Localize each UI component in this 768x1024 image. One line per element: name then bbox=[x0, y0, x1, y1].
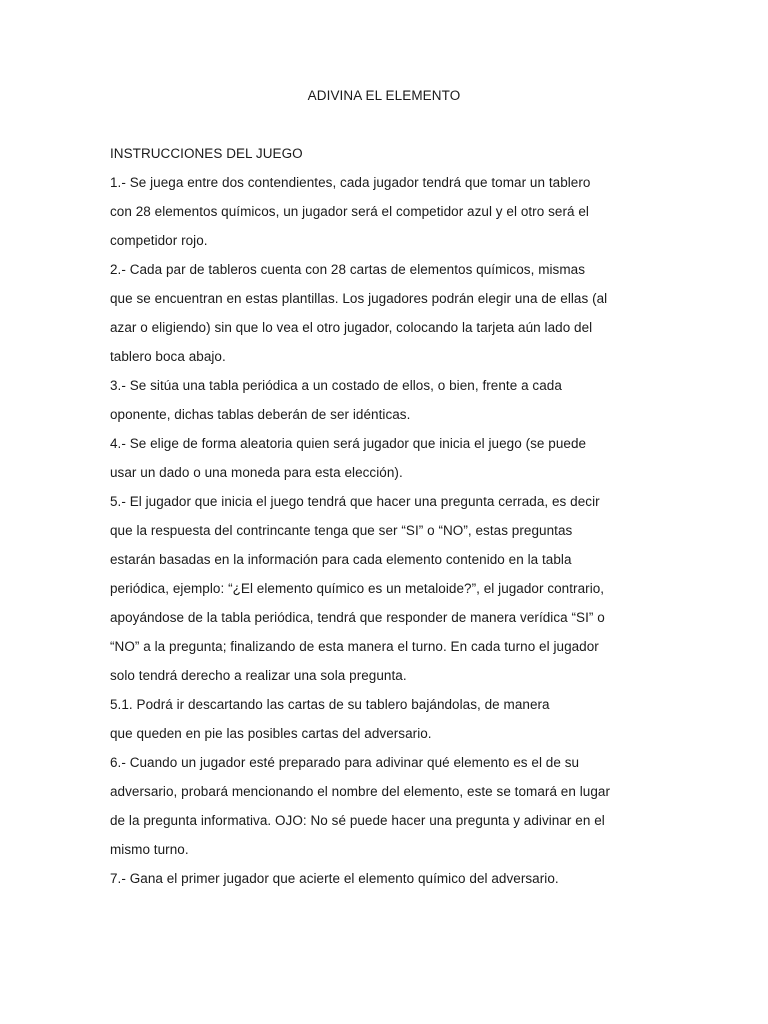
text-line: usar un dado o una moneda para esta elección). bbox=[110, 465, 403, 480]
text-line: de la pregunta informativa. OJO: No sé puede hacer una pregunta y adivinar en el bbox=[110, 813, 605, 828]
text-line: estarán basadas en la información para cada elemento contenido en la tabla bbox=[110, 552, 572, 567]
text-line: 7.- Gana el primer jugador que acierte el elemento químico del adversario. bbox=[110, 871, 559, 886]
text-line: 2.- Cada par de tableros cuenta con 28 cartas de elementos químicos, mismas bbox=[110, 262, 585, 277]
text-line: mismo turno. bbox=[110, 842, 189, 857]
text-line: 5.1. Podrá ir descartando las cartas de su tablero bajándolas, de manera bbox=[110, 697, 550, 712]
text-line: 6.- Cuando un jugador esté preparado para adivinar qué elemento es el de su bbox=[110, 755, 580, 770]
text-line: que la respuesta del contrincante tenga que ser “SI” o “NO”, estas preguntas bbox=[110, 523, 573, 538]
document-title: ADIVINA EL ELEMENTO bbox=[307, 88, 461, 103]
text-line: que queden en pie las posibles cartas del adversario. bbox=[110, 726, 432, 741]
text-line: apoyándose de la tabla periódica, tendrá que responder de manera verídica “SI” o bbox=[110, 610, 605, 625]
text-line: adversario, probará mencionando el nombre del elemento, este se tomará en lugar bbox=[110, 784, 610, 799]
text-line: periódica, ejemplo: “¿El elemento químico es un metaloide?”, el jugador contrario, bbox=[110, 581, 605, 596]
document-body bbox=[110, 145, 650, 899]
text-line: solo tendrá derecho a realizar una sola pregunta. bbox=[110, 668, 407, 683]
text-line: oponente, dichas tablas deberán de ser idénticas. bbox=[110, 407, 411, 422]
text-line: 3.- Se sitúa una tabla periódica a un costado de ellos, o bien, frente a cada bbox=[110, 378, 562, 393]
text-line: azar o eligiendo) sin que lo vea el otro jugador, colocando la tarjeta aún lado del bbox=[110, 320, 593, 335]
text-line: 4.- Se elige de forma aleatoria quien será jugador que inicia el juego (se puede bbox=[110, 436, 587, 451]
text-line: con 28 elementos químicos, un jugador será el competidor azul y el otro será el bbox=[110, 204, 589, 219]
text-line: 1.- Se juega entre dos contendientes, cada jugador tendrá que tomar un tablero bbox=[110, 175, 591, 190]
text-line: tablero boca abajo. bbox=[110, 349, 226, 364]
section-heading: INSTRUCCIONES DEL JUEGO bbox=[110, 146, 303, 161]
text-line: que se encuentran en estas plantillas. Los jugadores podrán elegir una de ellas (al bbox=[110, 291, 608, 306]
text-line: 5.- El jugador que inicia el juego tendrá que hacer una pregunta cerrada, es decir bbox=[110, 494, 600, 509]
text-line: “NO” a la pregunta; finalizando de esta manera el turno. En cada turno el jugador bbox=[110, 639, 599, 654]
text-line: competidor rojo. bbox=[110, 233, 208, 248]
